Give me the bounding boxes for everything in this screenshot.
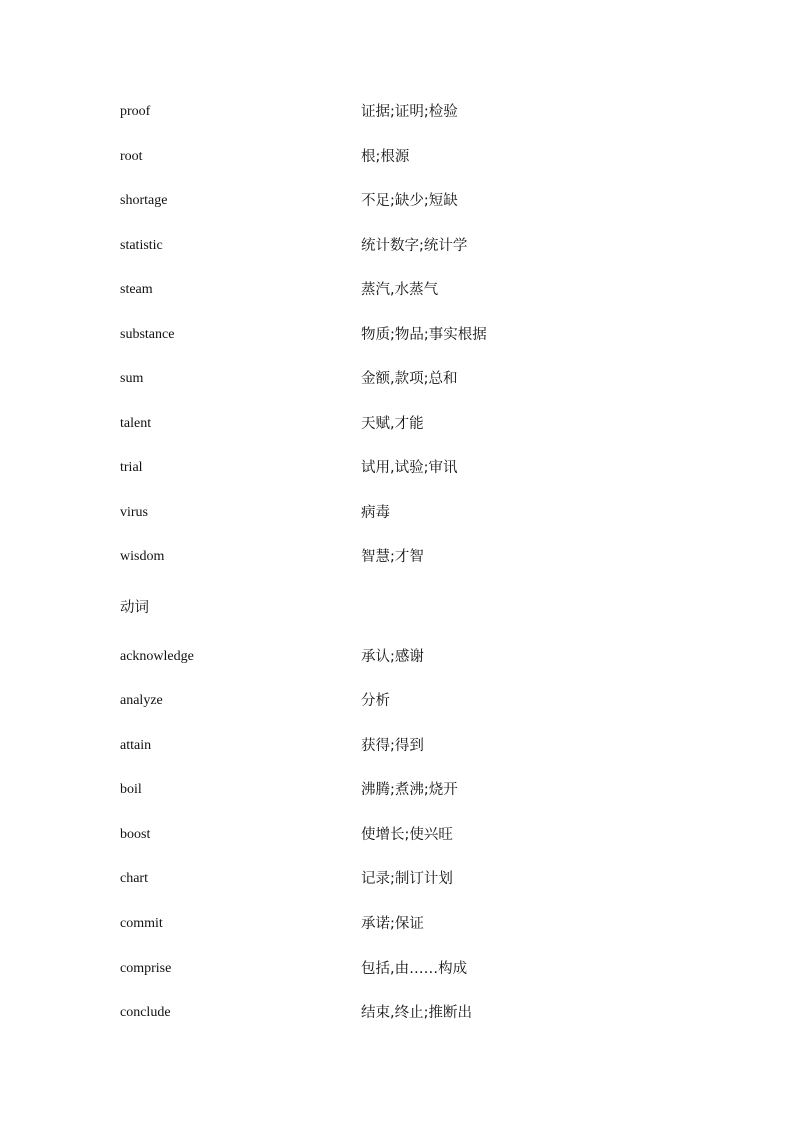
vocab-word: root (120, 149, 143, 164)
vocab-meaning: 记录;制订计划 (361, 871, 453, 887)
vocab-row (120, 689, 680, 713)
vocab-meaning: 使增长;使兴旺 (361, 827, 453, 843)
section-heading-verbs: 动词 (120, 600, 149, 616)
vocab-word: attain (120, 738, 152, 753)
vocab-meaning: 包括,由……构成 (361, 961, 468, 977)
vocab-row (120, 867, 680, 891)
vocab-meaning: 天赋,才能 (361, 416, 424, 432)
vocab-row (120, 189, 680, 213)
vocab-word: statistic (120, 238, 163, 253)
vocab-meaning: 试用,试验;审讯 (361, 460, 458, 476)
vocab-word: commit (120, 916, 163, 931)
vocab-word: shortage (120, 193, 168, 208)
vocab-word: comprise (120, 961, 172, 976)
vocab-meaning: 物质;物品;事实根据 (361, 327, 487, 343)
vocab-row (120, 367, 680, 391)
vocab-row (120, 957, 680, 981)
vocab-word: substance (120, 327, 175, 342)
vocab-row (120, 1001, 680, 1025)
vocab-meaning: 获得;得到 (361, 738, 424, 754)
vocab-word: sum (120, 371, 144, 386)
vocab-word: proof (120, 104, 151, 119)
vocab-meaning: 分析 (361, 693, 390, 709)
vocab-row (120, 456, 680, 480)
vocab-word: talent (120, 416, 152, 431)
vocab-meaning: 不足;缺少;短缺 (361, 193, 458, 209)
vocab-meaning: 金额,款项;总和 (361, 371, 458, 387)
vocab-meaning: 证据;证明;检验 (361, 104, 458, 120)
vocab-row (120, 323, 680, 347)
vocab-row (120, 412, 680, 436)
vocab-row (120, 501, 680, 525)
vocab-meaning: 承诺;保证 (361, 916, 424, 932)
vocab-word: steam (120, 282, 153, 297)
vocab-meaning: 沸腾;煮沸;烧开 (361, 782, 458, 798)
vocab-row (120, 545, 680, 569)
vocab-meaning: 蒸汽,水蒸气 (361, 282, 439, 298)
vocab-row (120, 278, 680, 302)
vocab-meaning: 根;根源 (361, 149, 410, 165)
vocab-word: conclude (120, 1005, 171, 1020)
vocab-meaning: 统计数字;统计学 (361, 238, 468, 254)
vocab-word: acknowledge (120, 649, 194, 664)
vocab-word: wisdom (120, 549, 165, 564)
vocab-meaning: 结束,终止;推断出 (361, 1005, 472, 1021)
vocab-word: trial (120, 460, 143, 475)
vocab-word: chart (120, 871, 148, 886)
vocab-meaning: 病毒 (361, 505, 390, 521)
vocab-word: boil (120, 782, 142, 797)
vocab-row (120, 912, 680, 936)
vocab-word: virus (120, 505, 148, 520)
vocab-row (120, 734, 680, 758)
vocab-row (120, 100, 680, 124)
vocab-row (120, 234, 680, 258)
vocab-row (120, 645, 680, 669)
vocab-row (120, 145, 680, 169)
vocab-meaning: 承认;感谢 (361, 649, 424, 665)
vocab-word: analyze (120, 693, 163, 708)
vocab-row (120, 823, 680, 847)
vocab-word: boost (120, 827, 151, 842)
vocab-row (120, 778, 680, 802)
vocab-meaning: 智慧;才智 (361, 549, 424, 565)
